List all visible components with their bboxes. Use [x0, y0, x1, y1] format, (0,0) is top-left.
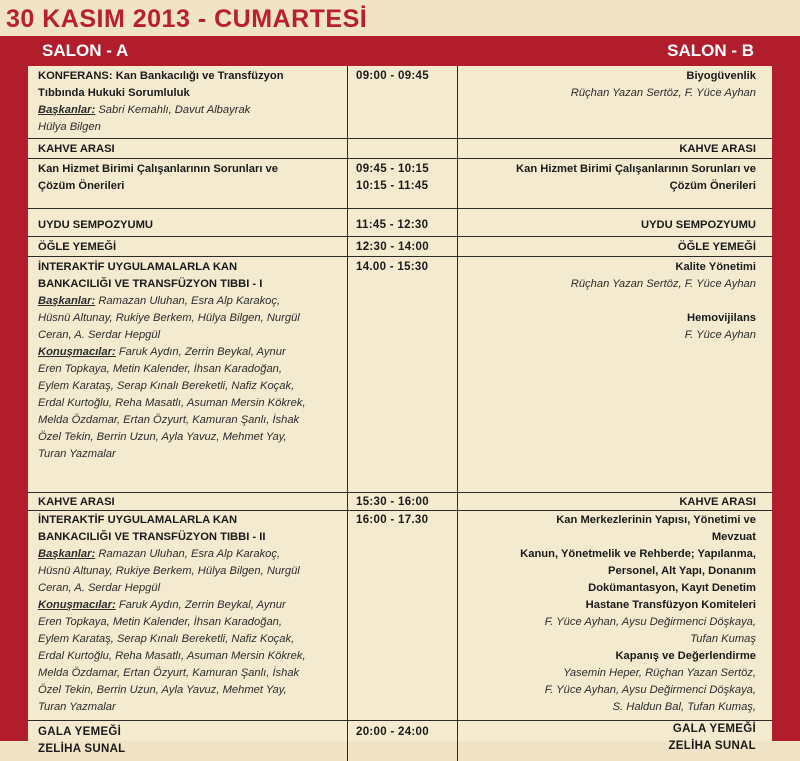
time-slot: 09:00 - 09:45	[356, 70, 429, 82]
speakers-names: Eren Topkaya, Metin Kalender, İhsan Karadoğan,	[38, 616, 283, 628]
session-title: Tıbbında Hukuki Sorumluluk	[38, 87, 190, 99]
speakers: F. Yüce Ayhan, Aysu Değirmenci Döşkaya,	[544, 616, 756, 628]
chairs-names: Sabri Kemahlı, Davut Albayrak	[95, 104, 251, 116]
speakers: Rüçhan Yazan Sertöz, F. Yüce Ayhan	[570, 87, 756, 99]
chairs-label: Başkanlar:	[38, 548, 96, 560]
speakers-names: Erdal Kurtoğlu, Reha Masatlı, Asuman Mersin Kökrek,	[38, 397, 306, 409]
time-slot: 12:30 - 14:00	[356, 241, 429, 253]
time-cell	[348, 139, 458, 158]
row-staff-problems	[28, 159, 772, 209]
speakers-names: Özel Tekin, Berrin Uzun, Ayla Yavuz, Mehmet Yay,	[38, 684, 287, 696]
gala-title: GALA YEMEĞİ	[672, 723, 756, 735]
salon-a-cell	[28, 721, 348, 761]
chairs-label: Başkanlar:	[38, 104, 96, 116]
speakers-label: Konuşmacılar:	[38, 599, 116, 611]
time-cell	[348, 493, 458, 510]
break-label: KAHVE ARASI	[679, 496, 756, 508]
salon-b-cell	[458, 237, 772, 256]
chairs-names: Ceran, A. Serdar Hepgül	[38, 329, 161, 341]
salon-b-cell	[458, 493, 772, 510]
salon-a-cell	[28, 257, 348, 492]
chairs-names: Ramazan Uluhan, Esra Alp Karakoç,	[95, 295, 281, 307]
salon-b-cell	[458, 209, 772, 236]
speakers-names: Faruk Aydın, Zerrin Beykal, Aynur	[115, 599, 286, 611]
salon-b-cell	[458, 66, 772, 138]
session-title: Çözüm Önerileri	[38, 180, 125, 192]
salon-b-cell	[458, 257, 772, 492]
row-interactive-1	[28, 257, 772, 493]
chairs-names: Ceran, A. Serdar Hepgül	[38, 582, 161, 594]
gala-title: GALA YEMEĞİ	[38, 726, 122, 738]
break-label: KAHVE ARASI	[38, 143, 115, 155]
speakers-names: Faruk Aydın, Zerrin Beykal, Aynur	[115, 346, 286, 358]
salon-a-header: SALON - A	[42, 41, 129, 60]
salon-b-cell	[458, 511, 772, 720]
chairs-names: Ramazan Uluhan, Esra Alp Karakoç,	[95, 548, 281, 560]
row-lunch	[28, 237, 772, 257]
salon-a-cell	[28, 237, 348, 256]
session-title: Hastane Transfüzyon Komiteleri	[585, 599, 756, 611]
chairs	[38, 293, 339, 310]
speakers	[38, 344, 339, 361]
session-title: Çözüm Önerileri	[669, 180, 756, 192]
break-label: KAHVE ARASI	[679, 143, 756, 155]
chairs-names: Hülya Bilgen	[38, 121, 101, 133]
speakers: Tufan Kumaş	[690, 633, 756, 645]
speakers-names: Turan Yazmalar	[38, 701, 116, 713]
session-title: BANKACILIĞI VE TRANSFÜZYON TIBBI - II	[38, 531, 266, 543]
speakers-names: Melda Özdamar, Ertan Özyurt, Kamuran Şanlı, İshak	[38, 414, 300, 426]
time-cell	[348, 66, 458, 138]
time-slot: 09:45 - 10:15	[356, 163, 429, 175]
session-title: Mevzuat	[711, 531, 756, 543]
session-title: Kan Hizmet Birimi Çalışanlarının Sorunları ve	[38, 163, 278, 175]
row-coffee-break	[28, 139, 772, 159]
chairs-names: Hüsnü Altunay, Rukiye Berkem, Hülya Bilgen, Nurgül	[38, 565, 300, 577]
program-inner	[28, 36, 772, 755]
speakers-names: Turan Yazmalar	[38, 448, 116, 460]
session-title: Kan Hizmet Birimi Çalışanlarının Sorunları ve	[516, 163, 756, 175]
session-title: KONFERANS: Kan Bankacılığı ve Transfüzyon	[38, 70, 284, 82]
speakers-names: Eren Topkaya, Metin Kalender, İhsan Karadoğan,	[38, 363, 283, 375]
session-title: Kalite Yönetimi	[675, 261, 756, 273]
session-title: İNTERAKTİF UYGULAMALARLA KAN	[38, 514, 238, 526]
time-cell	[348, 257, 458, 492]
speakers-names: Melda Özdamar, Ertan Özyurt, Kamuran Şanlı, İshak	[38, 667, 300, 679]
speakers: Rüçhan Yazan Sertöz, F. Yüce Ayhan	[570, 278, 756, 290]
chairs-label: Başkanlar:	[38, 295, 96, 307]
salon-a-cell	[28, 159, 348, 208]
time-slot: 16:00 - 17.30	[356, 514, 429, 526]
program-frame	[0, 36, 800, 755]
session-title: Hemovijilans	[686, 312, 756, 324]
speakers: F. Yüce Ayhan, Aysu Değirmenci Döşkaya,	[544, 684, 756, 696]
speakers: Yasemin Heper, Rüçhan Yazan Sertöz,	[563, 667, 756, 679]
session-title: UYDU SEMPOZYUMU	[38, 219, 153, 231]
time-slot: 15:30 - 16:00	[356, 496, 429, 508]
row-interactive-2	[28, 511, 772, 721]
page-title: 30 KASIM 2013 - CUMARTESİ	[6, 5, 368, 33]
time-cell	[348, 237, 458, 256]
speakers: F. Yüce Ayhan	[684, 329, 756, 341]
gala-performer: ZELİHA SUNAL	[38, 743, 126, 755]
speakers-names: Eylem Karataş, Serap Kınalı Bereketli, Nafiz Koçak,	[38, 633, 295, 645]
chairs	[38, 102, 339, 119]
row-satellite-symposium	[28, 209, 772, 237]
session-title: Personel, Alt Yapı, Donanım	[608, 565, 756, 577]
break-label: KAHVE ARASI	[38, 496, 115, 508]
spacer	[468, 293, 756, 310]
time-cell	[348, 209, 458, 236]
row-gala-dinner	[28, 721, 772, 761]
speakers-names: Özel Tekin, Berrin Uzun, Ayla Yavuz, Mehmet Yay,	[38, 431, 287, 443]
chairs	[38, 546, 339, 563]
salon-b-cell	[458, 159, 772, 208]
session-title: İNTERAKTİF UYGULAMALARLA KAN	[38, 261, 238, 273]
speakers	[38, 597, 339, 614]
speakers: S. Haldun Bal, Tufan Kumaş,	[612, 701, 756, 713]
time-cell	[348, 511, 458, 720]
salon-a-cell	[28, 493, 348, 510]
salon-b-header: SALON - B	[667, 41, 754, 60]
break-label: ÖĞLE YEMEĞİ	[38, 241, 117, 253]
time-slot: 20:00 - 24:00	[356, 726, 429, 738]
session-title: BANKACILIĞI VE TRANSFÜZYON TIBBI - I	[38, 278, 263, 290]
program-table	[28, 66, 772, 755]
time-slot: 10:15 - 11:45	[356, 180, 429, 192]
row-conference	[28, 66, 772, 139]
salon-a-cell	[28, 66, 348, 138]
salon-b-cell	[458, 721, 772, 761]
time-slot: 14.00 - 15:30	[356, 261, 429, 273]
time-slot: 11:45 - 12:30	[356, 219, 429, 231]
chairs-names: Hüsnü Altunay, Rukiye Berkem, Hülya Bilgen, Nurgül	[38, 312, 300, 324]
break-label: ÖĞLE YEMEĞİ	[677, 241, 756, 253]
session-title: Kapanış ve Değerlendirme	[615, 650, 756, 662]
session-title: Dokümantasyon, Kayıt Denetim	[588, 582, 756, 594]
speakers-names: Eylem Karataş, Serap Kınalı Bereketli, Nafiz Koçak,	[38, 380, 295, 392]
session-title: Kanun, Yönetmelik ve Rehberde; Yapılanma,	[520, 548, 756, 560]
salon-b-cell	[458, 139, 772, 158]
session-title: Kan Merkezlerinin Yapısı, Yönetimi ve	[556, 514, 756, 526]
salon-a-cell	[28, 209, 348, 236]
speakers-names: Erdal Kurtoğlu, Reha Masatlı, Asuman Mersin Kökrek,	[38, 650, 306, 662]
time-cell	[348, 159, 458, 208]
salon-a-cell	[28, 511, 348, 720]
time-cell	[348, 721, 458, 761]
row-coffee-break-2	[28, 493, 772, 511]
session-title: Biyogüvenlik	[686, 70, 756, 82]
gala-performer: ZELİHA SUNAL	[668, 740, 756, 752]
speakers-label: Konuşmacılar:	[38, 346, 116, 358]
session-title: UYDU SEMPOZYUMU	[641, 219, 756, 231]
salon-a-cell	[28, 139, 348, 158]
